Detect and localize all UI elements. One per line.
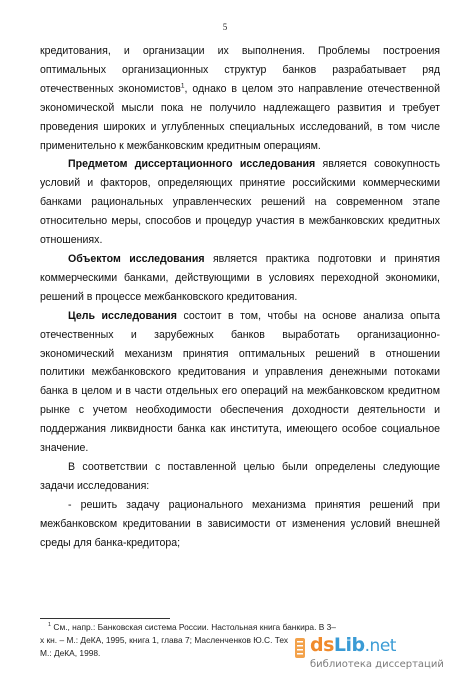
footnote-marker: 1 — [48, 622, 52, 629]
watermark-net: .net — [364, 636, 396, 656]
watermark-lib: Lib — [333, 634, 365, 656]
footnote-ref[interactable]: 1 — [180, 82, 185, 90]
paragraph-object — [40, 250, 440, 307]
term-goal: Цель исследования — [68, 309, 177, 322]
paragraph-context — [40, 42, 440, 155]
term-object: Объектом исследования — [68, 252, 205, 265]
footnote-line: М.: ДеКА, 1998. — [40, 648, 101, 658]
watermark-site-name — [310, 634, 396, 656]
paragraph-goal — [40, 307, 440, 458]
text-run: кредитования, и организации их выполнения. Проблемы построения оптимальных организационных структур банков разрабатывает ряд отечественных экономистов — [40, 45, 440, 95]
text-run: является совокупность условий и факторов, определяющих принятие российскими коммерческими банками рациональных управленческих решений на современном этапе относительно меры, способов и процедур участия в межбанковских кредитных отношениях. — [40, 158, 441, 247]
page-number: 5 — [222, 22, 228, 32]
watermark-caption: библиотека диссертаций — [310, 659, 444, 670]
footnote-text: См., напр.: Банковская система России. Настольная книга банкира. В 3–х кн. – М.: ДеКА, 1995, книга 1, глава 7; Масленченков Ю.С. Тех — [40, 622, 336, 645]
paragraph-task-1: - решить задачу рационального механизма принятия решений при межбанковском кредитовании в зависимости от изменения условий внешней среды для банка-кредитора; — [40, 498, 440, 549]
body-text — [40, 42, 440, 552]
text-run: , однако в целом это направление отечественной экономической мысли пока не получило надлежащего развития и требует проведения широких и углубленных специальных исследований, в том числе применительно к межбанковским кредитным операциям. — [40, 82, 440, 152]
term-subject: Предметом диссертационного исследования — [68, 158, 316, 171]
dslib-logo-icon — [294, 637, 306, 659]
paragraph-subject — [40, 155, 440, 250]
paragraph-tasks-intro: В соответствии с поставленной целью были определены следующие задачи исследования: — [40, 460, 440, 492]
watermark-ds: ds — [310, 634, 334, 656]
dslib-watermark[interactable] — [294, 634, 444, 675]
footnote-divider — [40, 618, 170, 619]
text-run: является практика подготовки и принятия коммерческими банками, действующими в условиях переходной экономики, решений в процессе межбанковского кредитования. — [40, 252, 440, 303]
text-run: состоит в том, чтобы на основе анализа опыта отечественных и зарубежных банков выработать организационно-экономический механизм принятия оптимальных решений в отношении политики межбанковского кредитования и управления денежными потоками банка в целом и в части отдельных его операций на межбанковском кредитном рынке с учетом необходимости обеспечения доходности деятельности и поддержания ликвидности банка как института, имеющего особое социальное значение. — [40, 309, 440, 455]
